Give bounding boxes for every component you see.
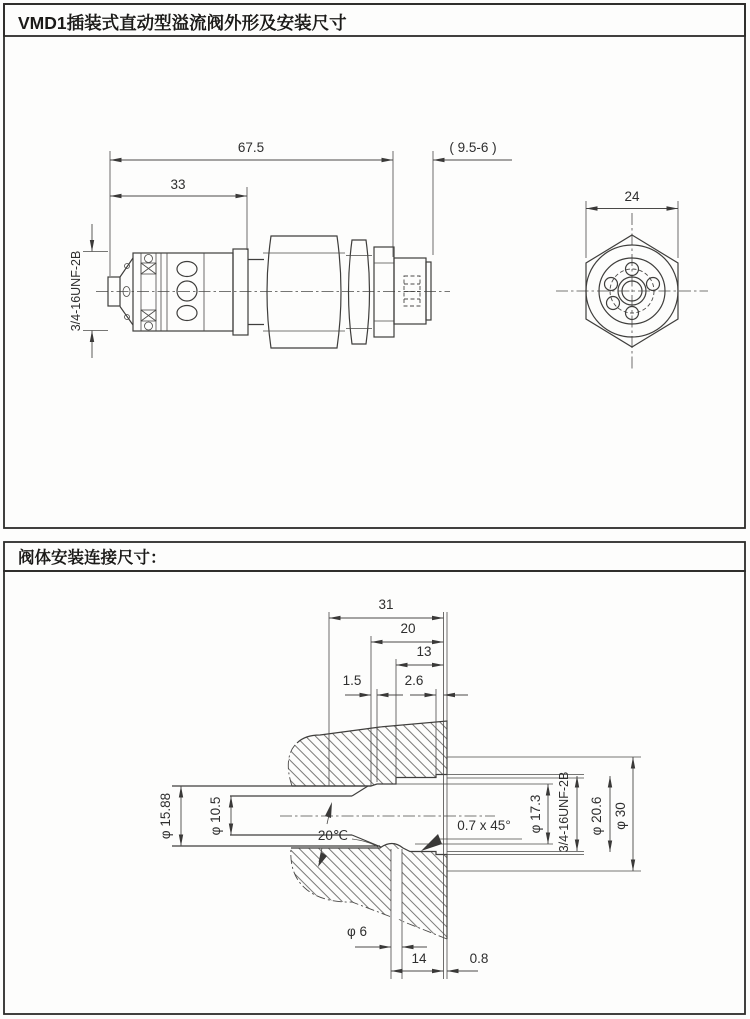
port-hole [607, 297, 620, 310]
dim-face-dia: φ 30 [613, 802, 628, 830]
dim-cavity-depth-mid: 20 [400, 621, 416, 636]
section2-box [4, 571, 745, 1014]
dim-drain-hole-depth: 14 [411, 951, 427, 966]
o-ring [145, 322, 153, 330]
dim-cavity-depth-total: 31 [378, 597, 394, 612]
dim-thread-depth: 13 [416, 644, 432, 659]
dim-drain-hole-dia: φ 6 [346, 924, 368, 939]
dim-counterbore-depth: 2.6 [404, 673, 424, 688]
crosshair-centerlines [556, 213, 708, 369]
o-ring [145, 255, 153, 263]
side-view-dimensions [69, 140, 512, 358]
dim-adjustment-height: ( 9.5-6 ) [449, 140, 497, 155]
valve-side-view [96, 236, 450, 348]
dim-cavity-thread: 3/4-16UNF-2B [557, 771, 571, 853]
section2-title: 阀体安装连接尺寸： [18, 549, 167, 567]
dim-counterbore-dia: φ 20.6 [589, 796, 604, 836]
dim-bore-dia-small: φ 10.5 [208, 796, 223, 836]
collar [233, 249, 248, 335]
valve-end-view [556, 213, 708, 369]
dim-hex-across-flats: 24 [624, 189, 640, 204]
section1-title: VMD1插装式直动型溢流阀外形及安装尺寸 [18, 13, 347, 33]
cross-hole [177, 306, 197, 321]
dim-cartridge-length: 33 [170, 177, 186, 192]
seat-cone-lines [352, 786, 381, 847]
dim-bore-dia-large: φ 15.88 [158, 792, 173, 840]
dim-seat-angle: 20℃ [317, 828, 349, 843]
dim-mounting-thread: 3/4-16UNF-2B [69, 250, 83, 332]
dim-thread-minor-dia: φ 17.3 [528, 794, 543, 834]
dim-step-width: 0.8 [469, 951, 489, 966]
neck [248, 260, 264, 325]
dim-overall-length: 67.5 [237, 140, 265, 155]
dim-seat-chamfer: 0.7 x 45° [457, 818, 511, 833]
port-hole [605, 278, 618, 291]
dim-chamfer-depth: 1.5 [342, 673, 362, 688]
upper-body-material [288, 721, 447, 786]
cross-hole [177, 281, 197, 301]
washer-nut [374, 247, 394, 337]
cross-hole [177, 262, 197, 277]
drain-hole [391, 849, 402, 919]
lower-body-material [291, 844, 447, 940]
adjust-cap [394, 258, 426, 324]
hex-socket-hidden [404, 276, 420, 306]
angle-arrow-up [325, 802, 332, 818]
cap-end [426, 262, 431, 320]
chamfer-leader-arrow [421, 834, 442, 851]
